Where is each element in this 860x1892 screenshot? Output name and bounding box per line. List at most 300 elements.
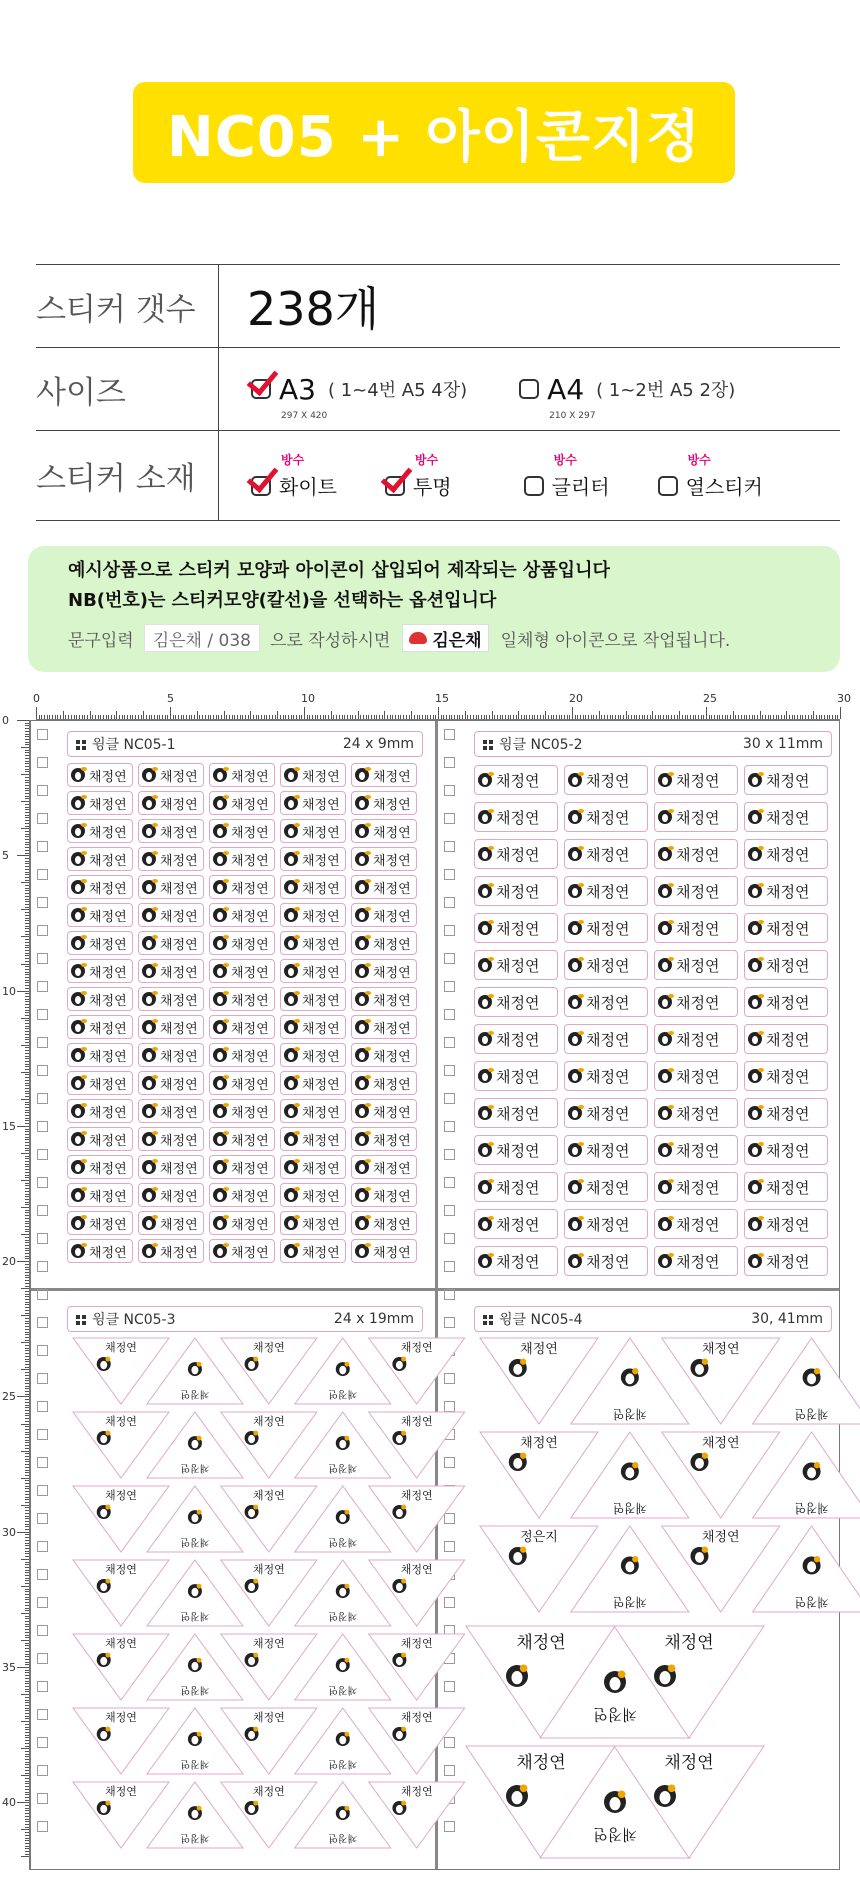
ruler-tick: [644, 715, 645, 719]
ruler-tick: [548, 715, 549, 719]
punch-hole: [37, 757, 48, 768]
penguin-icon: [71, 1132, 85, 1146]
ruler-tick: [25, 1545, 29, 1546]
ruler-tick: [374, 715, 375, 719]
sticker-name: 채정연: [160, 1161, 198, 1177]
ruler-tick: [25, 1732, 29, 1733]
ruler-tick: [25, 780, 29, 781]
name-sticker: [564, 802, 648, 832]
ruler-tick: [714, 715, 715, 719]
ruler-tick: [25, 934, 29, 935]
ruler-label: 35: [2, 1661, 16, 1675]
ruler-tick: [786, 711, 787, 719]
ruler-label: 0: [33, 692, 40, 705]
sticker-name: 채정연: [373, 1049, 411, 1065]
ruler-tick: [465, 711, 466, 719]
sticker-name: 채정연: [400, 1711, 433, 1724]
penguin-icon: [748, 1032, 762, 1046]
ruler-tick: [754, 715, 755, 719]
sticker-name: 채정연: [373, 797, 411, 813]
ruler-tick: [808, 715, 809, 719]
material-option-heat[interactable]: [658, 451, 763, 500]
penguin-icon: [355, 936, 369, 950]
ruler-tick: [25, 742, 29, 743]
ruler-tick: [25, 1659, 29, 1660]
ruler-tick: [25, 1058, 29, 1059]
sticker-name: 채정연: [794, 1406, 829, 1421]
ruler-tick: [325, 715, 326, 719]
penguin-icon: [355, 852, 369, 866]
penguin-icon: [213, 1160, 227, 1174]
penguin-icon: [478, 995, 492, 1009]
ruler-tick: [25, 1269, 29, 1270]
name-sticker: [209, 1043, 275, 1067]
sticker-name: 채정연: [676, 1030, 720, 1049]
ruler-tick: [21, 774, 29, 775]
sticker-name: 채정연: [586, 1030, 630, 1049]
punch-hole: [444, 841, 455, 852]
ruler-tick: [25, 836, 29, 837]
ruler-tick: [25, 1605, 29, 1606]
ruler-tick: [25, 1286, 29, 1287]
ruler-tick: [551, 715, 552, 719]
group-size: 30, 41mm: [751, 1311, 823, 1327]
ruler-tick: [25, 1459, 29, 1460]
name-sticker: [654, 987, 738, 1017]
ruler-tick: [25, 1064, 29, 1065]
sticker-name: 채정연: [160, 769, 198, 785]
ruler-tick: [25, 1177, 29, 1178]
ruler-tick: [315, 715, 316, 719]
ruler-tick: [25, 958, 29, 959]
ruler-label: 5: [2, 849, 9, 863]
ruler-tick: [25, 863, 29, 864]
penguin-icon: [748, 1143, 762, 1157]
penguin-icon: [568, 810, 582, 824]
sticker-name: 채정연: [400, 1415, 433, 1428]
name-sticker: [138, 1043, 204, 1067]
ruler-tick: [21, 1207, 29, 1208]
ruler-tick: [25, 1616, 29, 1617]
ruler-tick: [17, 1802, 29, 1803]
ruler-tick: [25, 1608, 29, 1609]
ruler-tick: [25, 1345, 29, 1346]
sticker-name: 채정연: [231, 1189, 269, 1205]
sticker-name: 채정연: [766, 1252, 810, 1271]
penguin-icon: [478, 810, 492, 824]
name-sticker: [280, 1155, 346, 1179]
ruler-tick: [25, 1472, 29, 1473]
name-sticker: [654, 950, 738, 980]
ruler-tick: [25, 1134, 29, 1135]
ruler-tick: [25, 1088, 29, 1089]
ruler-tick: [379, 715, 380, 719]
sticker-name: 채정연: [373, 937, 411, 953]
material-option-clear[interactable]: [385, 451, 452, 500]
sticker-name: 채정연: [328, 1536, 358, 1548]
punch-hole: [37, 1541, 48, 1552]
ruler-tick: [21, 1045, 29, 1046]
ruler-tick: [25, 999, 29, 1000]
ruler-tick: [253, 715, 254, 719]
name-sticker: [564, 839, 648, 869]
ruler-tick: [25, 1378, 29, 1379]
ruler-tick: [765, 715, 766, 719]
penguin-icon: [355, 1216, 369, 1230]
sticker-name: 채정연: [252, 1785, 285, 1798]
ruler-tick: [106, 715, 107, 719]
sticker-name: 채정연: [105, 1563, 137, 1576]
ruler-tick: [25, 1675, 29, 1676]
ruler-tick: [25, 1361, 29, 1362]
triangle-sticker-area: [67, 1336, 433, 1866]
sticker-name: 채정연: [302, 1245, 340, 1261]
ruler-tick: [25, 1010, 29, 1011]
penguin-icon: [355, 1076, 369, 1090]
name-sticker: [280, 1239, 346, 1263]
ruler-tick: [835, 715, 836, 719]
sticker-name: 채정연: [89, 1105, 127, 1121]
ruler-tick: [735, 715, 736, 719]
ruler-tick: [358, 711, 359, 719]
sticker-name: 채정연: [89, 797, 127, 813]
name-sticker: [474, 876, 558, 906]
checkbox-icon[interactable]: [524, 476, 544, 496]
ruler-tick: [21, 1099, 29, 1100]
ruler-tick: [25, 1083, 29, 1084]
ruler-tick: [25, 1037, 29, 1038]
sticker-name: 채정연: [160, 1049, 198, 1065]
penguin-icon: [658, 1106, 672, 1120]
ruler-tick: [567, 715, 568, 719]
ruler-tick: [25, 1061, 29, 1062]
ruler-tick: [347, 715, 348, 719]
ruler-tick: [17, 1261, 29, 1262]
sticker-name: 채정연: [89, 1133, 127, 1149]
ruler-tick: [497, 715, 498, 719]
ruler-tick: [25, 1077, 29, 1078]
penguin-icon: [355, 796, 369, 810]
punch-hole: [37, 1485, 48, 1496]
ruler-tick: [25, 1488, 29, 1489]
ruler-tick: [25, 1145, 29, 1146]
penguin-icon: [355, 880, 369, 894]
ruler-tick: [25, 763, 29, 764]
sticker-name: 채정연: [516, 1633, 566, 1653]
sticker-name: 채정연: [180, 1462, 210, 1474]
ruler-tick: [154, 715, 155, 719]
ruler-tick: [25, 1164, 29, 1165]
sticker-name: 채정연: [593, 1825, 637, 1844]
ruler-tick: [25, 977, 29, 978]
ruler-tick: [25, 1007, 29, 1008]
sticker-name: 채정연: [89, 1189, 127, 1205]
ruler-tick: [25, 1683, 29, 1684]
sticker-name: 채정연: [231, 797, 269, 813]
punch-hole: [37, 1653, 48, 1664]
sticker-name: 채정연: [373, 769, 411, 785]
ruler-tick: [25, 728, 29, 729]
ruler-tick: [395, 715, 396, 719]
name-sticker: [474, 1209, 558, 1239]
penguin-icon: [355, 1132, 369, 1146]
ruler-tick: [513, 715, 514, 719]
checkbox-icon[interactable]: [385, 476, 405, 496]
ruler-tick: [141, 715, 142, 719]
ruler-tick: [593, 715, 594, 719]
ruler-tick: [671, 715, 672, 719]
ruler-tick: [25, 1453, 29, 1454]
ruler-tick: [25, 1226, 29, 1227]
group-title: 윙클 NC05-1: [92, 737, 176, 753]
ruler-tick: [591, 715, 592, 719]
ruler-tick: [122, 715, 123, 719]
ruler-tick: [25, 1662, 29, 1663]
name-sticker: [280, 847, 346, 871]
sticker-name: 채정연: [701, 1436, 740, 1451]
sticker-name: 채정연: [231, 1217, 269, 1233]
ruler-tick: [232, 715, 233, 719]
sticker-name: 채정연: [231, 1133, 269, 1149]
material-name: 투명: [412, 475, 452, 499]
ruler-tick: [21, 1586, 29, 1587]
penguin-icon: [142, 768, 156, 782]
ruler-tick: [25, 872, 29, 873]
punch-hole: [37, 1149, 48, 1160]
material-option-glitter[interactable]: [524, 451, 610, 500]
sticker-name: 채정연: [328, 1388, 358, 1400]
penguin-icon: [142, 796, 156, 810]
ruler-tick: [25, 1359, 29, 1360]
punch-hole: [444, 757, 455, 768]
ruler-tick: [90, 711, 91, 719]
ruler-tick: [25, 793, 29, 794]
ruler-tick: [283, 715, 284, 719]
ruler-tick: [25, 996, 29, 997]
name-sticker: [351, 1043, 417, 1067]
penguin-icon: [284, 768, 298, 782]
notice-prefix: 문구입력: [68, 630, 134, 651]
ruler-tick: [21, 936, 29, 937]
ruler-tick: [269, 715, 270, 719]
ruler-tick: [797, 715, 798, 719]
penguin-icon: [284, 1076, 298, 1090]
ruler-tick: [100, 715, 101, 719]
size-option-a3[interactable]: [251, 372, 468, 421]
sticker-name: 채정연: [231, 1049, 269, 1065]
ruler-tick: [800, 715, 801, 719]
sticker-name: 채정연: [373, 1021, 411, 1037]
ruler-tick: [25, 1832, 29, 1833]
ruler-tick: [25, 1074, 29, 1075]
ruler-tick: [25, 766, 29, 767]
name-sticker: [744, 1135, 828, 1165]
ruler-tick: [25, 736, 29, 737]
penguin-icon: [284, 992, 298, 1006]
ruler-tick: [25, 1053, 29, 1054]
ruler-tick: [25, 1697, 29, 1698]
penguin-icon: [71, 1076, 85, 1090]
notice-box: [28, 546, 840, 672]
name-sticker: [564, 765, 648, 795]
size-option-a4[interactable]: [519, 372, 736, 421]
ruler-tick: [264, 715, 265, 719]
penguin-icon: [658, 1217, 672, 1231]
grid-icon: [483, 1315, 493, 1325]
ruler-tick: [25, 947, 29, 948]
group-header: [474, 1306, 832, 1332]
ruler-tick: [25, 1648, 29, 1649]
sticker-name: 채정연: [231, 825, 269, 841]
ruler-tick: [25, 1296, 29, 1297]
penguin-icon: [355, 992, 369, 1006]
name-sticker: [351, 903, 417, 927]
penguin-icon: [213, 1244, 227, 1258]
penguin-icon: [478, 773, 492, 787]
name-sticker: [654, 1172, 738, 1202]
sticker-name: 채정연: [328, 1462, 358, 1474]
ruler-tick: [25, 1407, 29, 1408]
ruler-tick: [17, 1532, 29, 1533]
ruler-tick: [25, 1242, 29, 1243]
name-sticker: [67, 1043, 133, 1067]
ruler-tick: [25, 1321, 29, 1322]
ruler-tick: [25, 1172, 29, 1173]
sticker-name: 채정연: [676, 1067, 720, 1086]
name-sticker: [744, 802, 828, 832]
checkbox-icon[interactable]: [251, 379, 271, 399]
ruler-tick: [333, 715, 334, 719]
ruler-tick: [25, 1824, 29, 1825]
ruler-tick: [572, 707, 573, 719]
sticker-name: 채정연: [231, 937, 269, 953]
name-sticker: [67, 987, 133, 1011]
ruler-tick: [25, 1762, 29, 1763]
punch-hole: [444, 1317, 455, 1328]
ruler-tick: [25, 777, 29, 778]
name-sticker: [744, 950, 828, 980]
ruler-tick: [242, 715, 243, 719]
sticker-name: 채정연: [496, 808, 540, 827]
ruler-tick: [25, 1020, 29, 1021]
ruler-tick: [516, 715, 517, 719]
ruler-tick: [25, 1499, 29, 1500]
ruler-label: 30: [2, 1525, 16, 1539]
sticker-name: 채정연: [676, 808, 720, 827]
sticker-name: 채정연: [302, 825, 340, 841]
ruler-tick: [151, 715, 152, 719]
name-sticker: [138, 931, 204, 955]
material-option-white[interactable]: [251, 451, 337, 500]
ruler-tick: [25, 1635, 29, 1636]
checkbox-icon[interactable]: [251, 476, 271, 496]
sticker-name: 채정연: [701, 1530, 740, 1545]
ruler-tick: [224, 711, 225, 719]
penguin-icon: [213, 1076, 227, 1090]
checkbox-icon[interactable]: [658, 476, 678, 496]
ruler-tick: [840, 707, 841, 719]
ruler-tick: [21, 909, 29, 910]
ruler-tick: [738, 715, 739, 719]
checkbox-icon[interactable]: [519, 379, 539, 399]
ruler-tick: [25, 823, 29, 824]
sticker-group-2: [474, 731, 832, 1276]
penguin-icon: [142, 1188, 156, 1202]
ruler-tick: [304, 707, 305, 719]
sticker-name: 채정연: [180, 1610, 210, 1622]
sticker-name: 채정연: [302, 1217, 340, 1233]
ruler-tick: [596, 715, 597, 719]
ruler-tick: [25, 1702, 29, 1703]
penguin-icon: [71, 992, 85, 1006]
ruler-tick: [25, 1786, 29, 1787]
penguin-icon: [658, 958, 672, 972]
size-dims: 210 X 297: [549, 410, 596, 421]
penguin-icon: [658, 1069, 672, 1083]
name-sticker: [209, 903, 275, 927]
ruler-tick: [25, 972, 29, 973]
ruler-tick: [21, 1153, 29, 1154]
ruler-tick: [25, 1751, 29, 1752]
sticker-name: 채정연: [89, 1049, 127, 1065]
grid-icon: [76, 740, 86, 750]
name-sticker: [654, 1246, 738, 1276]
ruler-tick: [744, 715, 745, 719]
penguin-icon: [284, 1020, 298, 1034]
ruler-tick: [25, 1583, 29, 1584]
ruler-tick: [25, 1521, 29, 1522]
sticker-name: 채정연: [231, 881, 269, 897]
ruler-tick: [25, 1810, 29, 1811]
punch-hole: [37, 869, 48, 880]
ruler-tick: [25, 1337, 29, 1338]
ruler-tick: [25, 1656, 29, 1657]
ruler-tick: [256, 715, 257, 719]
ruler-tick: [25, 1746, 29, 1747]
name-sticker: [474, 1061, 558, 1091]
penguin-icon: [213, 936, 227, 950]
ruler-tick: [25, 1307, 29, 1308]
penguin-icon: [748, 958, 762, 972]
spec-row-count: [36, 265, 840, 348]
ruler-tick: [355, 715, 356, 719]
ruler-tick: [25, 1131, 29, 1132]
name-sticker: [209, 763, 275, 787]
penguin-icon: [284, 936, 298, 950]
ruler-tick: [505, 715, 506, 719]
ruler-tick: [159, 715, 160, 719]
ruler-tick: [682, 715, 683, 719]
punch-hole: [444, 1009, 455, 1020]
ruler-tick: [376, 715, 377, 719]
sticker-name: 채정연: [373, 853, 411, 869]
name-sticker: [280, 875, 346, 899]
penguin-icon: [568, 995, 582, 1009]
name-sticker: [474, 1135, 558, 1165]
ruler-tick: [21, 1288, 29, 1289]
ruler-tick: [435, 715, 436, 719]
ruler-tick: [25, 1483, 29, 1484]
ruler-tick: [762, 715, 763, 719]
sticker-name: 채정연: [302, 769, 340, 785]
ruler-tick: [25, 1618, 29, 1619]
ruler-tick: [25, 1464, 29, 1465]
ruler-tick: [25, 955, 29, 956]
ruler-tick: [690, 715, 691, 719]
ruler-tick: [25, 920, 29, 921]
ruler-tick: [25, 1461, 29, 1462]
ruler-tick: [328, 715, 329, 719]
